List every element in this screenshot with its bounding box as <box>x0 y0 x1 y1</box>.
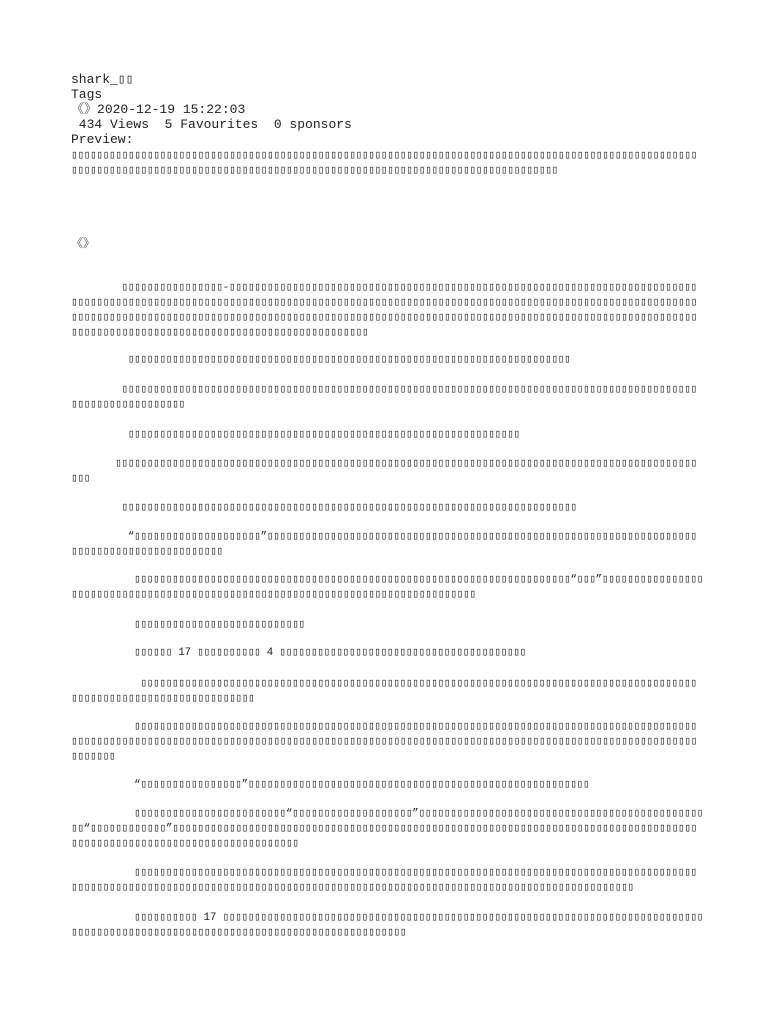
paragraph-13: “▯▯▯▯▯▯▯▯▯▯▯▯▯▯▯▯”▯▯▯▯▯▯▯▯▯▯▯▯▯▯▯▯▯▯▯▯▯▯▯▯▯▯▯▯▯▯▯▯▯▯▯▯▯▯▯▯▯▯▯▯▯▯▯▯▯▯▯▯▯▯ <box>71 779 590 791</box>
paragraph-14: ▯▯▯▯▯▯▯▯▯▯▯▯▯▯▯▯▯▯▯▯▯▯▯▯“▯▯▯▯▯▯▯▯▯▯▯▯▯▯▯▯▯▯▯”▯▯▯▯▯▯▯▯▯▯▯▯▯▯▯▯▯▯▯▯▯▯▯▯▯▯▯▯▯▯▯▯▯▯▯▯▯▯▯▯▯▯▯▯▯▯▯“▯▯▯▯▯▯▯▯▯▯▯▯”▯▯▯▯▯▯▯▯▯▯▯▯▯▯▯▯▯▯▯▯▯▯▯▯▯▯▯▯▯▯▯▯▯▯▯▯▯▯▯▯▯▯▯▯▯▯▯▯▯▯▯▯▯▯▯▯▯▯▯▯▯▯▯▯▯▯▯▯▯▯▯▯▯▯▯▯▯▯▯▯▯▯▯▯▯▯▯▯▯▯▯▯▯▯▯▯▯▯▯▯▯▯▯▯▯▯▯▯▯▯▯▯▯▯▯▯▯▯▯ <box>71 808 704 850</box>
paragraph-12: ▯▯▯▯▯▯▯▯▯▯▯▯▯▯▯▯▯▯▯▯▯▯▯▯▯▯▯▯▯▯▯▯▯▯▯▯▯▯▯▯▯▯▯▯▯▯▯▯▯▯▯▯▯▯▯▯▯▯▯▯▯▯▯▯▯▯▯▯▯▯▯▯▯▯▯▯▯▯▯▯▯▯▯▯▯▯▯▯▯▯▯▯▯▯▯▯▯▯▯▯▯▯▯▯▯▯▯▯▯▯▯▯▯▯▯▯▯▯▯▯▯▯▯▯▯▯▯▯▯▯▯▯▯▯▯▯▯▯▯▯▯▯▯▯▯▯▯▯▯▯▯▯▯▯▯▯▯▯▯▯▯▯▯▯▯▯▯▯▯▯▯▯▯▯▯▯▯▯▯▯▯▯▯▯▯▯▯▯▯▯▯▯▯▯▯ <box>71 721 697 763</box>
document-title: shark_▯▯ <box>71 72 134 87</box>
preview-text: ▯▯▯▯▯▯▯▯▯▯▯▯▯▯▯▯▯▯▯▯▯▯▯▯▯▯▯▯▯▯▯▯▯▯▯▯▯▯▯▯▯▯▯▯▯▯▯▯▯▯▯▯▯▯▯▯▯▯▯▯▯▯▯▯▯▯▯▯▯▯▯▯▯▯▯▯▯▯▯▯▯▯▯▯▯▯▯▯▯▯▯▯▯▯▯▯▯▯▯▯▯▯▯▯▯▯▯▯▯▯▯▯▯▯▯▯▯▯▯▯▯▯▯▯▯▯▯▯▯▯▯▯▯▯▯▯▯▯▯▯▯▯▯▯▯▯▯▯▯▯▯▯▯▯▯▯▯▯▯▯▯▯▯▯▯▯▯▯▯▯▯▯▯▯▯▯ <box>71 150 697 177</box>
date-line <box>71 102 352 117</box>
paragraph-16: ▯▯▯▯▯▯▯▯▯▯ 17 ▯▯▯▯▯▯▯▯▯▯▯▯▯▯▯▯▯▯▯▯▯▯▯▯▯▯▯▯▯▯▯▯▯▯▯▯▯▯▯▯▯▯▯▯▯▯▯▯▯▯▯▯▯▯▯▯▯▯▯▯▯▯▯▯▯▯▯▯▯▯▯▯▯▯▯▯▯▯▯▯▯▯▯▯▯▯▯▯▯▯▯▯▯▯▯▯▯▯▯▯▯▯▯▯▯▯▯▯▯▯▯▯▯▯▯▯▯▯▯▯▯▯▯▯▯▯▯▯▯ <box>71 912 703 939</box>
paragraph-9: ▯▯▯▯▯▯▯▯▯▯▯▯▯▯▯▯▯▯▯▯▯▯▯▯▯▯▯ <box>71 619 305 631</box>
paragraph-10: ▯▯▯▯▯▯ 17 ▯▯▯▯▯▯▯▯▯▯ 4 ▯▯▯▯▯▯▯▯▯▯▯▯▯▯▯▯▯▯▯▯▯▯▯▯▯▯▯▯▯▯▯▯▯▯▯▯▯▯▯ <box>71 647 526 659</box>
stats-line: 434 Views 5 Favourites 0 sponsors <box>71 117 352 132</box>
paragraph-15: ▯▯▯▯▯▯▯▯▯▯▯▯▯▯▯▯▯▯▯▯▯▯▯▯▯▯▯▯▯▯▯▯▯▯▯▯▯▯▯▯▯▯▯▯▯▯▯▯▯▯▯▯▯▯▯▯▯▯▯▯▯▯▯▯▯▯▯▯▯▯▯▯▯▯▯▯▯▯▯▯▯▯▯▯▯▯▯▯▯▯▯▯▯▯▯▯▯▯▯▯▯▯▯▯▯▯▯▯▯▯▯▯▯▯▯▯▯▯▯▯▯▯▯▯▯▯▯▯▯▯▯▯▯▯▯▯▯▯▯▯▯▯▯▯▯▯▯▯▯▯▯▯▯▯▯▯▯▯▯▯▯▯▯▯▯▯▯▯▯▯▯▯▯▯▯▯▯▯ <box>71 867 697 894</box>
tags-label[interactable]: Tags <box>71 87 103 102</box>
paragraph-5: ▯▯▯▯▯▯▯▯▯▯▯▯▯▯▯▯▯▯▯▯▯▯▯▯▯▯▯▯▯▯▯▯▯▯▯▯▯▯▯▯▯▯▯▯▯▯▯▯▯▯▯▯▯▯▯▯▯▯▯▯▯▯▯▯▯▯▯▯▯▯▯▯▯▯▯▯▯▯▯▯▯▯▯▯▯▯▯▯▯▯▯▯▯▯▯ <box>71 458 697 485</box>
paragraph-6: ▯▯▯▯▯▯▯▯▯▯▯▯▯▯▯▯▯▯▯▯▯▯▯▯▯▯▯▯▯▯▯▯▯▯▯▯▯▯▯▯▯▯▯▯▯▯▯▯▯▯▯▯▯▯▯▯▯▯▯▯▯▯▯▯▯▯▯▯▯▯▯▯ <box>71 502 577 514</box>
paragraph-8: ▯▯▯▯▯▯▯▯▯▯▯▯▯▯▯▯▯▯▯▯▯▯▯▯▯▯▯▯▯▯▯▯▯▯▯▯▯▯▯▯▯▯▯▯▯▯▯▯▯▯▯▯▯▯▯▯▯▯▯▯▯▯▯▯▯▯▯▯▯“▯▯▯”▯▯▯▯▯▯▯▯▯▯▯▯▯▯▯▯▯▯▯▯▯▯▯▯▯▯▯▯▯▯▯▯▯▯▯▯▯▯▯▯▯▯▯▯▯▯▯▯▯▯▯▯▯▯▯▯▯▯▯▯▯▯▯▯▯▯▯▯▯▯▯▯▯▯▯▯▯▯▯▯ <box>71 574 704 601</box>
paragraph-11: ▯▯▯▯▯▯▯▯▯▯▯▯▯▯▯▯▯▯▯▯▯▯▯▯▯▯▯▯▯▯▯▯▯▯▯▯▯▯▯▯▯▯▯▯▯▯▯▯▯▯▯▯▯▯▯▯▯▯▯▯▯▯▯▯▯▯▯▯▯▯▯▯▯▯▯▯▯▯▯▯▯▯▯▯▯▯▯▯▯▯▯▯▯▯▯▯▯▯▯▯▯▯▯▯▯▯▯▯▯▯▯▯▯▯▯▯▯ <box>71 678 697 705</box>
calendar-icon: 《》 <box>71 102 98 117</box>
paragraph-3: ▯▯▯▯▯▯▯▯▯▯▯▯▯▯▯▯▯▯▯▯▯▯▯▯▯▯▯▯▯▯▯▯▯▯▯▯▯▯▯▯▯▯▯▯▯▯▯▯▯▯▯▯▯▯▯▯▯▯▯▯▯▯▯▯▯▯▯▯▯▯▯▯▯▯▯▯▯▯▯▯▯▯▯▯▯▯▯▯▯▯▯▯▯▯▯▯▯▯▯▯▯▯▯▯▯▯▯▯▯ <box>71 384 697 411</box>
paragraph-7: “▯▯▯▯▯▯▯▯▯▯▯▯▯▯▯▯▯▯▯▯”▯▯▯▯▯▯▯▯▯▯▯▯▯▯▯▯▯▯▯▯▯▯▯▯▯▯▯▯▯▯▯▯▯▯▯▯▯▯▯▯▯▯▯▯▯▯▯▯▯▯▯▯▯▯▯▯▯▯▯▯▯▯▯▯▯▯▯▯▯▯▯▯▯▯▯▯▯▯▯▯▯▯▯▯▯▯▯▯▯▯▯▯ <box>71 531 697 558</box>
preview-label: Preview: <box>71 132 134 147</box>
paragraph-2: ▯▯▯▯▯▯▯▯▯▯▯▯▯▯▯▯▯▯▯▯▯▯▯▯▯▯▯▯▯▯▯▯▯▯▯▯▯▯▯▯▯▯▯▯▯▯▯▯▯▯▯▯▯▯▯▯▯▯▯▯▯▯▯▯▯▯▯▯▯▯ <box>71 354 571 366</box>
paragraph-4: ▯▯▯▯▯▯▯▯▯▯▯▯▯▯▯▯▯▯▯▯▯▯▯▯▯▯▯▯▯▯▯▯▯▯▯▯▯▯▯▯▯▯▯▯▯▯▯▯▯▯▯▯▯▯▯▯▯▯▯▯▯▯ <box>71 429 520 441</box>
section-mark-icon: 《》 <box>71 236 96 250</box>
document-header <box>71 72 352 147</box>
publish-date: 2020-12-19 15:22:03 <box>97 102 246 117</box>
paragraph-1: ▯▯▯▯▯▯▯▯▯▯▯▯▯▯▯▯-▯▯▯▯▯▯▯▯▯▯▯▯▯▯▯▯▯▯▯▯▯▯▯▯▯▯▯▯▯▯▯▯▯▯▯▯▯▯▯▯▯▯▯▯▯▯▯▯▯▯▯▯▯▯▯▯▯▯▯▯▯▯▯▯▯▯▯▯▯▯▯▯▯▯▯▯▯▯▯▯▯▯▯▯▯▯▯▯▯▯▯▯▯▯▯▯▯▯▯▯▯▯▯▯▯▯▯▯▯▯▯▯▯▯▯▯▯▯▯▯▯▯▯▯▯▯▯▯▯▯▯▯▯▯▯▯▯▯▯▯▯▯▯▯▯▯▯▯▯▯▯▯▯▯▯▯▯▯▯▯▯▯▯▯▯▯▯▯▯▯▯▯▯▯▯▯▯▯▯▯▯▯▯▯▯▯▯▯▯▯▯▯▯▯▯▯▯▯▯▯▯▯▯▯▯▯▯▯▯▯▯▯▯▯▯▯▯▯▯▯▯▯▯▯▯▯▯▯▯▯▯▯▯▯▯▯▯▯▯▯▯▯▯▯▯▯▯▯▯▯▯▯▯▯▯▯▯▯▯▯▯▯▯▯▯▯▯▯▯▯▯▯▯▯▯▯▯▯▯▯▯▯▯▯▯▯▯▯▯▯▯▯▯▯▯▯▯▯▯▯▯▯▯▯▯▯▯▯▯▯▯▯▯▯▯▯▯▯▯ <box>71 282 697 339</box>
